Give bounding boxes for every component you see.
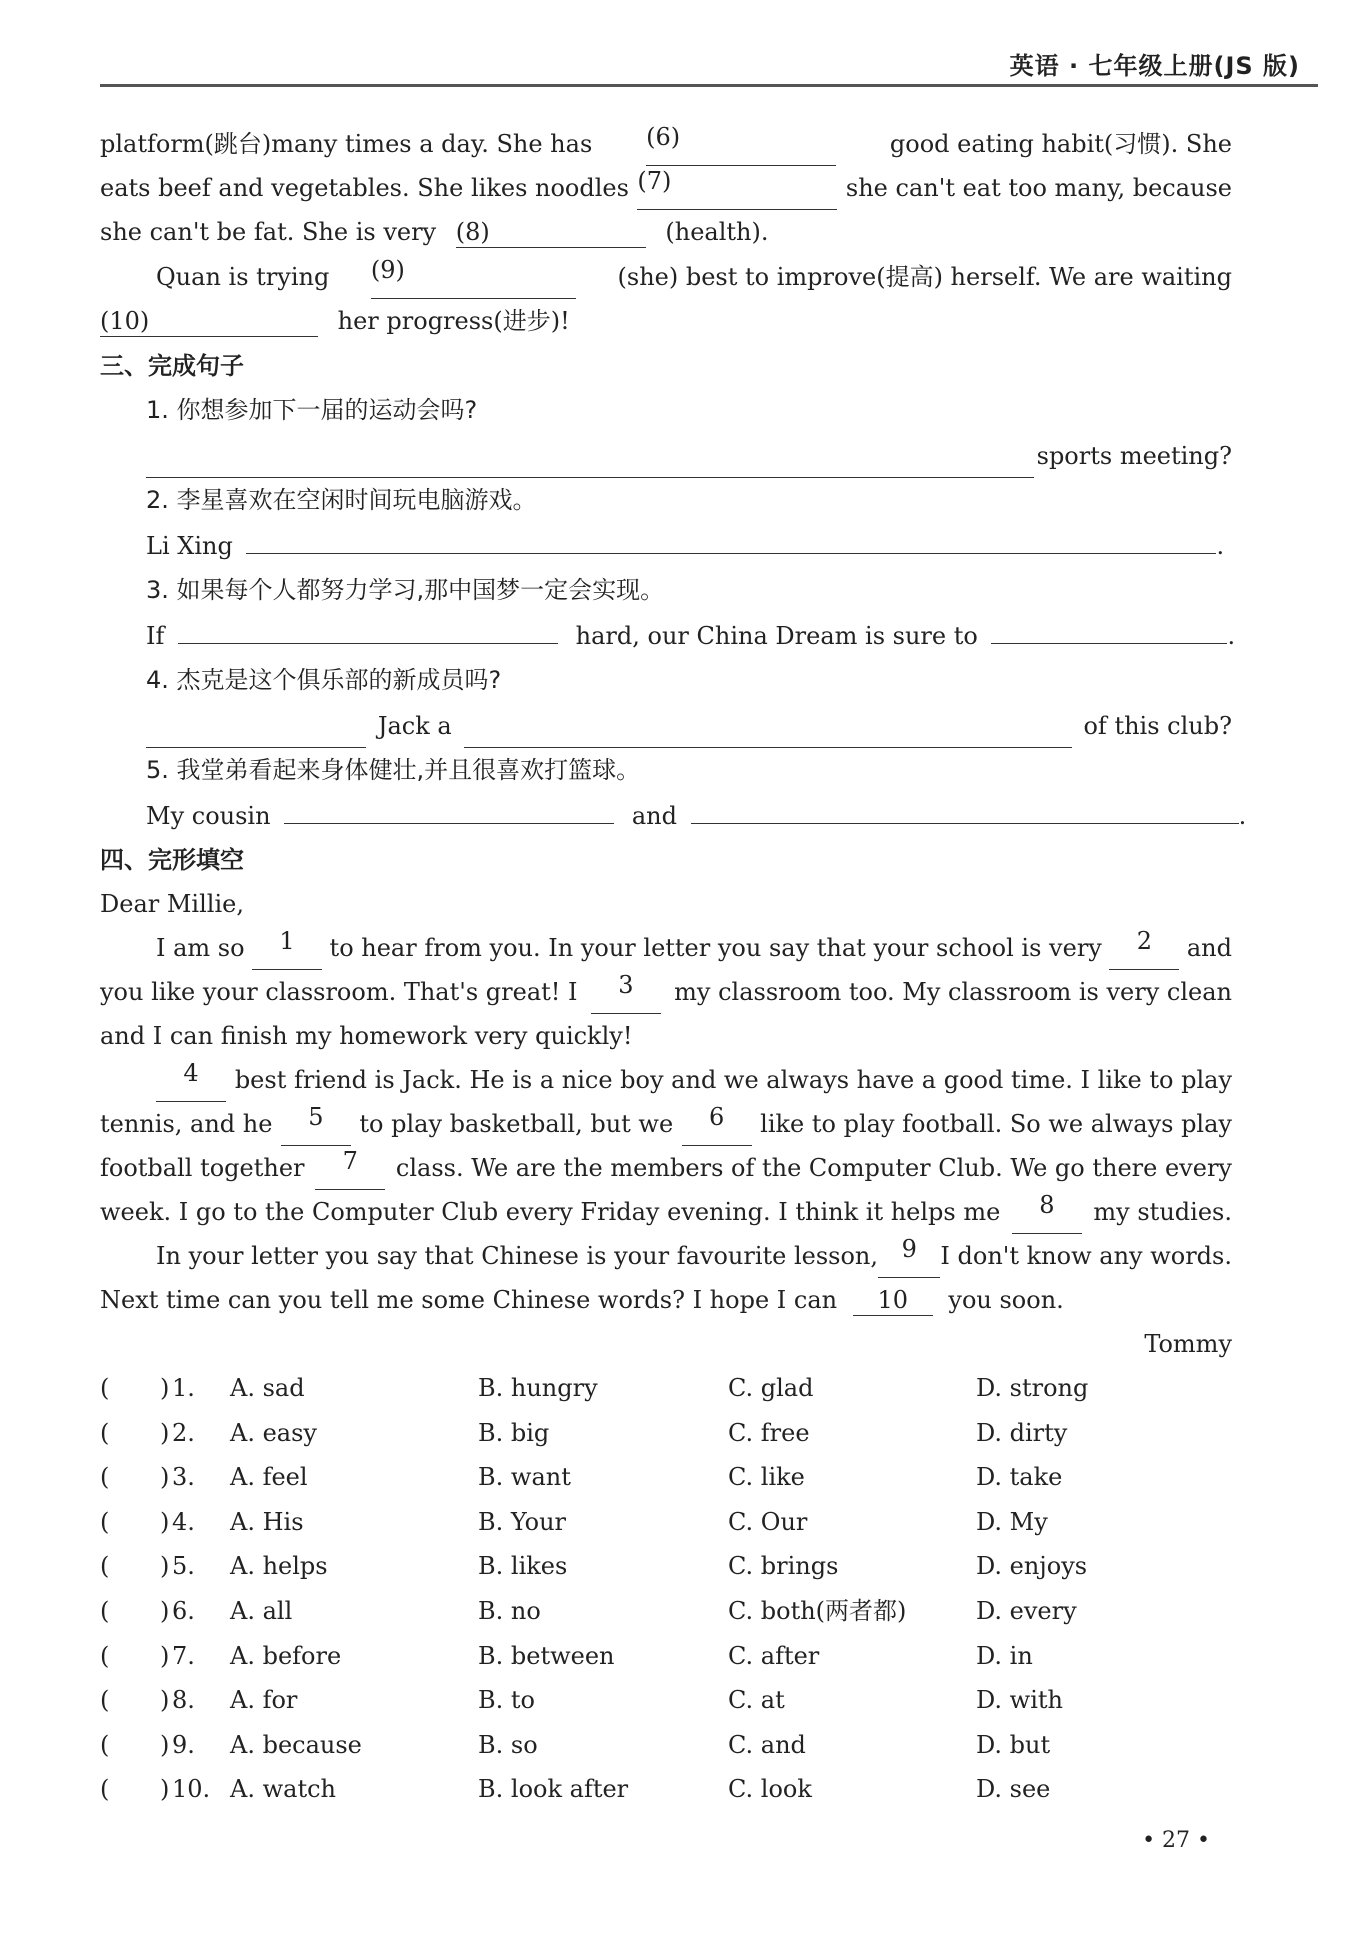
option-a: A. watch (230, 1775, 336, 1804)
passage-line-3: she can't be fat. She is very (8) (health). (100, 218, 769, 246)
answer-paren-close: ) (160, 1775, 170, 1804)
question-number: 4. (172, 1507, 195, 1536)
option-row (100, 1500, 1232, 1544)
cloze-blank-6[interactable]: 6 (682, 1102, 752, 1146)
option-c: C. free (728, 1418, 810, 1447)
cloze-blank-5[interactable]: 5 (281, 1102, 351, 1146)
question-number: 7. (172, 1641, 195, 1670)
q2-prompt: 2. 李星喜欢在空闲时间玩电脑游戏。 (146, 486, 537, 514)
page-header (100, 40, 1318, 87)
option-b: B. to (478, 1686, 535, 1715)
option-b: B. no (478, 1597, 541, 1625)
option-c: C. and (728, 1730, 806, 1759)
q4-prompt: 4. 杰克是这个俱乐部的新成员吗? (146, 666, 502, 694)
answer-paren[interactable]: ( (100, 1641, 110, 1670)
answer-paren-close: ) (160, 1507, 170, 1536)
answer-paren-close: ) (160, 1641, 170, 1670)
letter-p1-line-2: you like your classroom. That's great! I 3 my classroom too. My classroom is very clean (100, 970, 1232, 1014)
letter-p2-line-3: football together 7 class. We are the members of the Computer Club. We go there every (100, 1146, 1232, 1190)
option-a: A. all (230, 1597, 293, 1625)
q3-answer-blank-2[interactable] (991, 643, 1227, 644)
option-row (100, 1723, 1232, 1767)
option-d: D. with (976, 1686, 1063, 1715)
cloze-blank-8[interactable]: 8 (1012, 1190, 1082, 1234)
letter-p1-line-3: and I can finish my homework very quickly! (100, 1022, 633, 1050)
option-d: D. strong (976, 1374, 1089, 1402)
option-c: C. look (728, 1775, 812, 1804)
answer-blank-9[interactable]: (9) (371, 255, 576, 299)
option-d: D. enjoys (976, 1552, 1088, 1581)
cloze-blank-2[interactable]: 2 (1109, 926, 1179, 970)
option-c: C. after (728, 1641, 820, 1670)
option-row (100, 1544, 1232, 1588)
option-d: D. but (976, 1730, 1051, 1759)
question-number: 6. (172, 1597, 195, 1625)
option-c: C. glad (728, 1374, 814, 1402)
option-row (100, 1366, 1232, 1410)
letter-greeting: Dear Millie, (100, 890, 244, 918)
option-b: B. so (478, 1730, 538, 1759)
letter-p2-line-1: 4 best friend is Jack. He is a nice boy and we always have a good time. I like to play (100, 1058, 1232, 1102)
letter-signature: Tommy (1144, 1330, 1232, 1358)
cloze-blank-9[interactable]: 9 (878, 1234, 940, 1278)
q2-answer-blank[interactable] (246, 553, 1216, 554)
answer-paren-close: ) (160, 1686, 170, 1715)
option-a: A. feel (230, 1463, 308, 1492)
answer-blank-7[interactable]: (7) (637, 166, 837, 210)
page-number: • 27 • (1142, 1828, 1210, 1853)
option-row (100, 1678, 1232, 1722)
answer-paren-close: ) (160, 1597, 170, 1625)
option-b: B. hungry (478, 1374, 598, 1402)
option-a: A. easy (230, 1418, 317, 1447)
answer-paren[interactable]: ( (100, 1775, 110, 1804)
q5-prompt: 5. 我堂弟看起来身体健壮,并且很喜欢打篮球。 (146, 756, 641, 784)
question-number: 8. (172, 1686, 195, 1715)
option-row (100, 1455, 1232, 1499)
option-c: C. at (728, 1686, 785, 1715)
answer-paren[interactable]: ( (100, 1418, 110, 1447)
passage-line-4: Quan is trying (9) (she) best to improve(提高) herself. We are waiting (100, 255, 1232, 299)
option-d: D. in (976, 1641, 1033, 1670)
cloze-blank-7[interactable]: 7 (315, 1146, 385, 1190)
option-a: A. for (230, 1686, 298, 1715)
q5-answer-blank-2[interactable] (691, 823, 1239, 824)
question-number: 10. (172, 1775, 211, 1804)
question-number: 2. (172, 1418, 195, 1447)
option-a: A. sad (230, 1374, 305, 1402)
answer-paren-close: ) (160, 1730, 170, 1759)
q2-answer: Li Xing . (146, 532, 1225, 560)
q3-answer: If hard, our China Dream is sure to . (146, 622, 1236, 650)
q3-prompt: 3. 如果每个人都努力学习,那中国梦一定会实现。 (146, 576, 665, 604)
q3-answer-blank-1[interactable] (178, 643, 558, 644)
letter-p3-line-1: In your letter you say that Chinese is your favourite lesson, 9 I don't know any words. (100, 1234, 1232, 1278)
question-number: 3. (172, 1463, 195, 1492)
answer-paren[interactable]: ( (100, 1552, 110, 1581)
question-number: 5. (172, 1552, 195, 1581)
option-d: D. My (976, 1507, 1048, 1536)
answer-blank-6[interactable]: (6) (646, 122, 836, 166)
letter-p2-line-4: week. I go to the Computer Club every Friday evening. I think it helps me 8 my studies. (100, 1190, 1232, 1234)
answer-paren-close: ) (160, 1463, 170, 1492)
option-b: B. look after (478, 1775, 629, 1804)
question-number: 1. (172, 1374, 195, 1402)
answer-paren-close: ) (160, 1374, 170, 1402)
answer-paren[interactable]: ( (100, 1730, 110, 1759)
option-b: B. likes (478, 1552, 568, 1581)
option-c: C. both(两者都) (728, 1597, 907, 1625)
option-b: B. want (478, 1463, 571, 1492)
q4-answer: Jack a of this club? (100, 704, 1232, 748)
letter-p3-line-2: Next time can you tell me some Chinese words? I hope I can 10 you soon. (100, 1286, 1064, 1314)
answer-paren-close: ) (160, 1418, 170, 1447)
option-row (100, 1589, 1232, 1633)
q5-answer-blank-1[interactable] (284, 823, 614, 824)
option-a: A. before (230, 1641, 342, 1670)
letter-p2-line-2: tennis, and he 5 to play basketball, but we 6 like to play football. So we always play (100, 1102, 1232, 1146)
option-row (100, 1634, 1232, 1678)
answer-blank-8[interactable]: (8) (456, 217, 646, 248)
option-c: C. brings (728, 1552, 839, 1581)
q1-answer: sports meeting? (100, 434, 1232, 478)
header-title: 英语 · 七年级上册(JS 版) (1009, 52, 1300, 80)
answer-paren[interactable]: ( (100, 1597, 110, 1625)
answer-paren[interactable]: ( (100, 1463, 110, 1492)
q4-answer-blank-1[interactable] (146, 704, 366, 748)
q5-answer: My cousin and . (146, 802, 1247, 830)
q1-answer-blank[interactable] (146, 434, 1034, 478)
option-c: C. like (728, 1463, 805, 1492)
answer-blank-10[interactable]: (10) (100, 306, 318, 337)
option-d: D. take (976, 1463, 1063, 1492)
option-d: D. see (976, 1775, 1051, 1804)
question-number: 9. (172, 1730, 195, 1759)
option-row (100, 1767, 1232, 1811)
letter-p1-line-1: I am so 1 to hear from you. In your letter you say that your school is very 2 and (100, 926, 1232, 970)
section-3-title: 三、完成句子 (100, 352, 244, 380)
option-d: D. every (976, 1597, 1077, 1625)
answer-paren-close: ) (160, 1552, 170, 1581)
cloze-blank-3[interactable]: 3 (591, 970, 661, 1014)
passage-line-5: (10) her progress(进步)! (100, 307, 570, 335)
option-b: B. between (478, 1641, 615, 1670)
option-a: A. helps (230, 1552, 328, 1581)
option-b: B. Your (478, 1507, 567, 1536)
passage-line-2: eats beef and vegetables. She likes noodles (7) she can't eat too many, because (100, 166, 1232, 210)
option-b: B. big (478, 1418, 550, 1447)
option-d: D. dirty (976, 1418, 1068, 1447)
cloze-blank-10[interactable]: 10 (853, 1285, 933, 1316)
answer-paren[interactable]: ( (100, 1686, 110, 1715)
answer-paren[interactable]: ( (100, 1374, 110, 1402)
option-a: A. because (230, 1730, 362, 1759)
section-4-title: 四、完形填空 (100, 846, 244, 874)
passage-line-1: platform(跳台)many times a day. She has (6) good eating habit(习惯). She (100, 122, 1232, 166)
cloze-blank-1[interactable]: 1 (252, 926, 322, 970)
option-c: C. Our (728, 1507, 808, 1536)
q1-prompt: 1. 你想参加下一届的运动会吗? (146, 396, 478, 424)
cloze-blank-4[interactable]: 4 (156, 1058, 226, 1102)
option-a: A. His (230, 1507, 304, 1536)
option-row (100, 1411, 1232, 1455)
answer-paren[interactable]: ( (100, 1507, 110, 1536)
q4-answer-blank-2[interactable] (464, 704, 1072, 748)
